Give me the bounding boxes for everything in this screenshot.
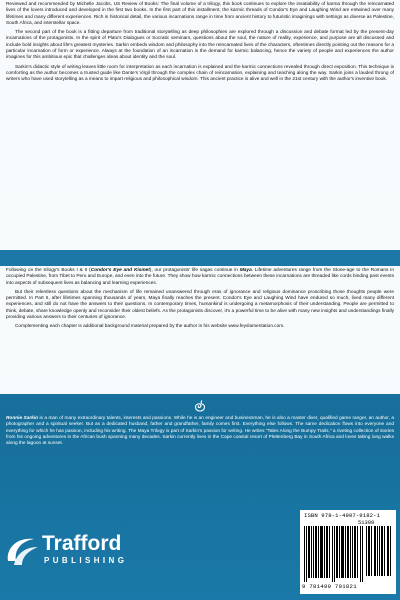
review-paragraph: Sarkin's didactic style of writing leaves little room for interpretation as each incarnation is explained and the karmic connections revealed through direct exposition. This technique is comforting as the author becomes a trusted guide like Dante's Virgil through the complex chain of reincarnation, explaining and teaching along the way. Sarkin joins a lauded throng of writers who have used storytelling as a means to impart religious and philosophical wisdom. This ancient practice is alive and well in the 21st century with the author's inventive book. [6,64,394,83]
author-bio [6,416,394,447]
barcode-digits: 9 781490 791821 [302,583,357,590]
isbn-label: ISBN 978-1-4907-9182-1 [304,512,381,519]
publisher-subtitle: PUBLISHING [44,556,128,565]
ornament-icon [192,397,208,413]
synopsis-paragraph: But their relentless questions about the mechanism of life remained unanswered through eras of ignorance and religious dominance proscribing those thoughts people were permitted. In Part II, after lifetimes spanning thousands of years, Maya finally reaches the present. Condor's Eye and Laughing Wind have endured so much, lived many different experiences, and still do not have the answers to their questions. In contemporary times, humankind is undergoing a metamorphosis of their understanding. People are permitted to think, debate, share knowledge openly and reconsider their oldest beliefs. As the protagonists discover, it's a powerful time to be alive with many new insights and understandings finally providing various answers to their centuries of ignorance. [6,289,394,321]
synopsis-text: ), our protagonists' life sagas continue in [149,268,240,273]
review-paragraph: The second part of the book is a fitting departure from traditional storytelling as deep philosophies are explored through a discussion and debate format led by the present-day incarnations of the protagonists. In the spirit of Plato's Dialogues or Socratic seminars, questions about the soul, the nature of reality, experience, and purpose are all discussed and include bold insights about life's greatest mysteries. Sarkin embeds wisdom and philosophy into the reincarnated lives of the characters, oftentimes directly pointing out the reasons for a particular incarnation of form or experience. Always at the foundation of an incarnation is the demand for karmic balancing, hence the variety of people and experiences the author imagines for this ambitious epic that challenges ideas about identity and the soul. [6,30,394,61]
book-title: Maya [239,268,252,273]
trafford-swoosh-icon [4,531,42,571]
publisher-logo [4,529,174,573]
barcode [300,510,396,594]
synopsis-paragraph: Complementing each chapter is additional background material prepared by the author in his website www.feyslamentation.com. [15,324,285,330]
synopsis-text: Following on the trilogy's Books I & II ( [6,268,91,273]
barcode-addon-number: 51399 [358,520,375,526]
synopsis-panel [0,266,400,394]
publisher-name: Trafford [42,532,122,555]
author-bio-text: is a man of many extraordinary talents, interests and passions. While he is an engineer and businessman, he is also a master diver, qualified game ranger, an author, a photographer and a spiritual seeker. But as a dedicated husband, father and grandfather, family comes first. Everything else follows. The same dedication flows into everyone and everything for which he has passion, including his writing. The Maya Trilogy is part of Sarkin's passion for writing. He writes "Tales Along the Bumpy Trails," a riveting collection of stories from his ongoing adventures in the African bush spanning many decades. Sarkin currently lives in the Cape coastal resort of Plettenberg Bay in South Africa and loves taking long walks along the lagoon at sunset. [6,416,394,447]
series-titles: Condor's Eye and Kismet [90,268,150,273]
barcode-bars [304,526,364,582]
synopsis-paragraph [6,268,394,287]
review-panel [0,0,400,250]
review-paragraph: Reviewed and recommended by Michelle Jacobs, US Review of Books: The final volume of a trilogy, this book continues to explore the insatiability of karma through the reincarnated lives of the lovers introduced and developed in the first two books. In the first part of this installment, the karmic threads of Condor's Eye and Laughing Wind are entwined over many lifetimes and many different experiences. Rich in historical detail, the various incarnations range in time from ancient history to futuristic imaginings with settings as diverse as Palestine, South Africa, and interstellar space. [6,2,394,26]
barcode-addon-bars [366,526,392,576]
synopsis-text: . Lifetime adventures range from the Stone-age to the Romans in occupied Palestine, from Tibet to Peru and Europe, and even into the future. They show how karmic connections between these incarnations are threaded like cords binding past events into aspects of subsequent lives as balancing and learning experiences. [6,268,394,286]
author-name: Ronnie Sarkin [6,416,39,421]
